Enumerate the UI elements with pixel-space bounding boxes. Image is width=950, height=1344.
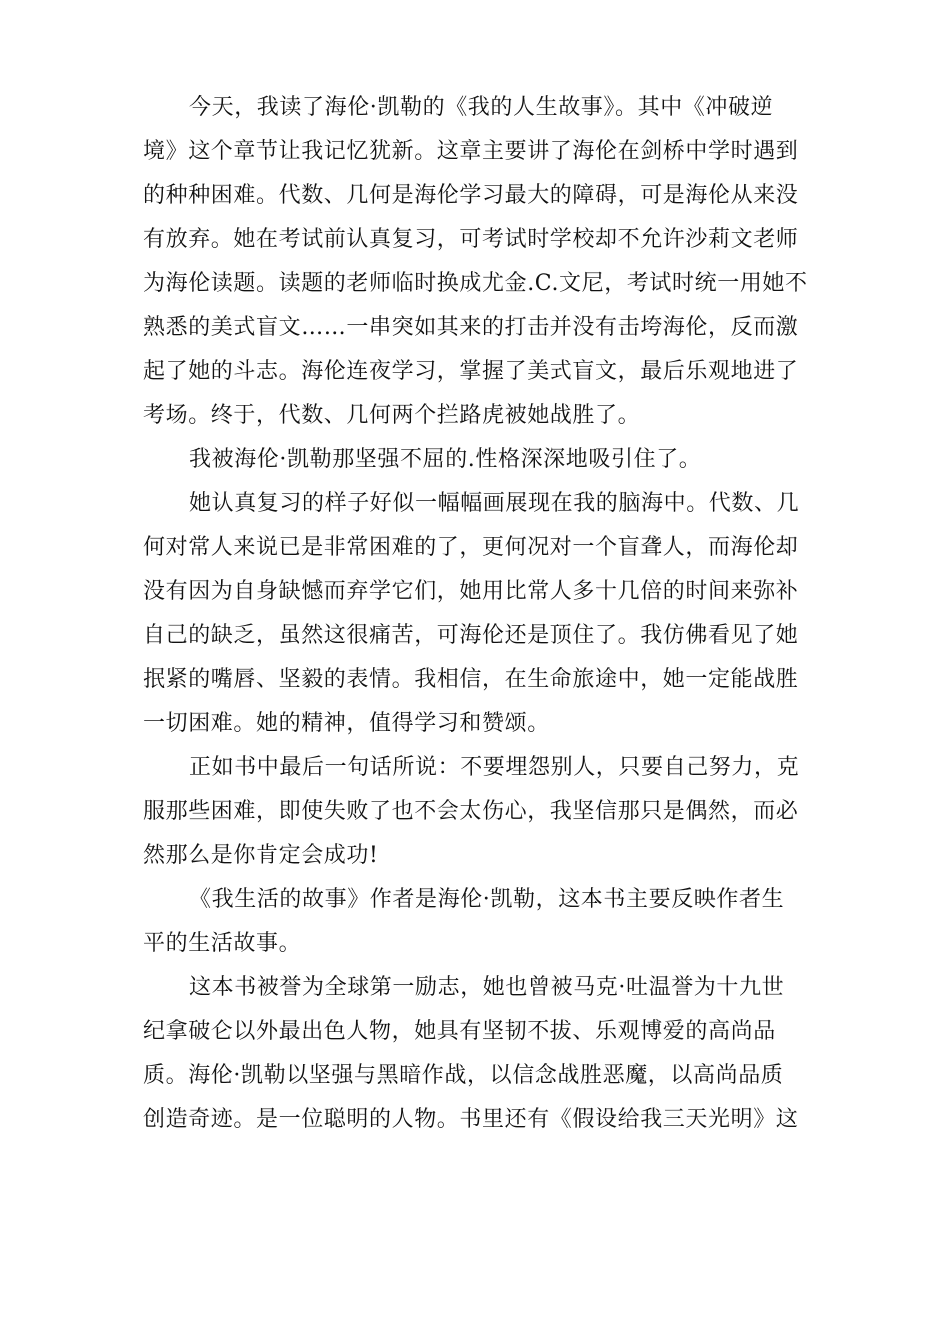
text-line: 自己的缺乏，虽然这很痛苦，可海伦还是顶住了。我仿佛看见了她 <box>143 623 799 648</box>
text-line: 境》这个章节让我记忆犹新。这章主要讲了海伦在剑桥中学时遇到 <box>143 139 799 164</box>
text-line: 正如书中最后一句话所说：不要埋怨别人，只要自己努力，克 <box>189 755 800 780</box>
text-line: 她认真复习的样子好似一幅幅画展现在我的脑海中。代数、几 <box>189 491 800 516</box>
text-line: 纪拿破仑以外最出色人物，她具有坚韧不拔、乐观博爱的高尚品 <box>143 1019 776 1044</box>
text-line: 何对常人来说已是非常困难的了，更何况对一个盲聋人，而海伦却 <box>143 535 799 560</box>
text-line: 平的生活故事。 <box>143 931 302 956</box>
text-line: 起了她的斗志。海伦连夜学习，掌握了美式盲文，最后乐观地进了 <box>143 359 799 384</box>
text-line: 的种种困难。代数、几何是海伦学习最大的障碍，可是海伦从来没 <box>143 183 799 208</box>
text-line: 今天，我读了海伦·凯勒的《我的人生故事》。其中《冲破逆 <box>189 95 774 120</box>
text-line: 质。海伦·凯勒以坚强与黑暗作战，以信念战胜恶魔，以高尚品质 <box>143 1063 784 1088</box>
text-line: 考场。终于，代数、几何两个拦路虎被她战胜了。 <box>143 403 641 428</box>
text-line: 我被海伦·凯勒那坚强不屈的.性格深深地吸引住了。 <box>189 447 702 472</box>
text-line: 这本书被誉为全球第一励志，她也曾被马克·吐温誉为十九世 <box>189 975 785 1000</box>
text-line: 没有因为自身缺憾而弃学它们，她用比常人多十几倍的时间来弥补 <box>143 579 799 604</box>
text-line: 服那些困难，即使失败了也不会太伤心，我坚信那只是偶然，而必 <box>143 799 799 824</box>
text-line: 一切困难。她的精神，值得学习和赞颂。 <box>143 711 550 736</box>
text-line: 有放弃。她在考试前认真复习，可考试时学校却不允许沙莉文老师 <box>143 227 799 252</box>
text-line: 熟悉的美式盲文……一串突如其来的打击并没有击垮海伦，反而激 <box>143 315 799 340</box>
text-line: 抿紧的嘴唇、坚毅的表情。我相信，在生命旅途中，她一定能战胜 <box>143 667 799 692</box>
text-line: 然那么是你肯定会成功! <box>143 843 379 868</box>
text-line: 创造奇迹。是一位聪明的人物。书里还有《假设给我三天光明》这 <box>143 1107 799 1132</box>
text-line: 为海伦读题。读题的老师临时换成尤金.C.文尼，考试时统一用她不 <box>143 271 808 296</box>
text-line: 《我生活的故事》作者是海伦·凯勒，这本书主要反映作者生 <box>189 887 785 912</box>
